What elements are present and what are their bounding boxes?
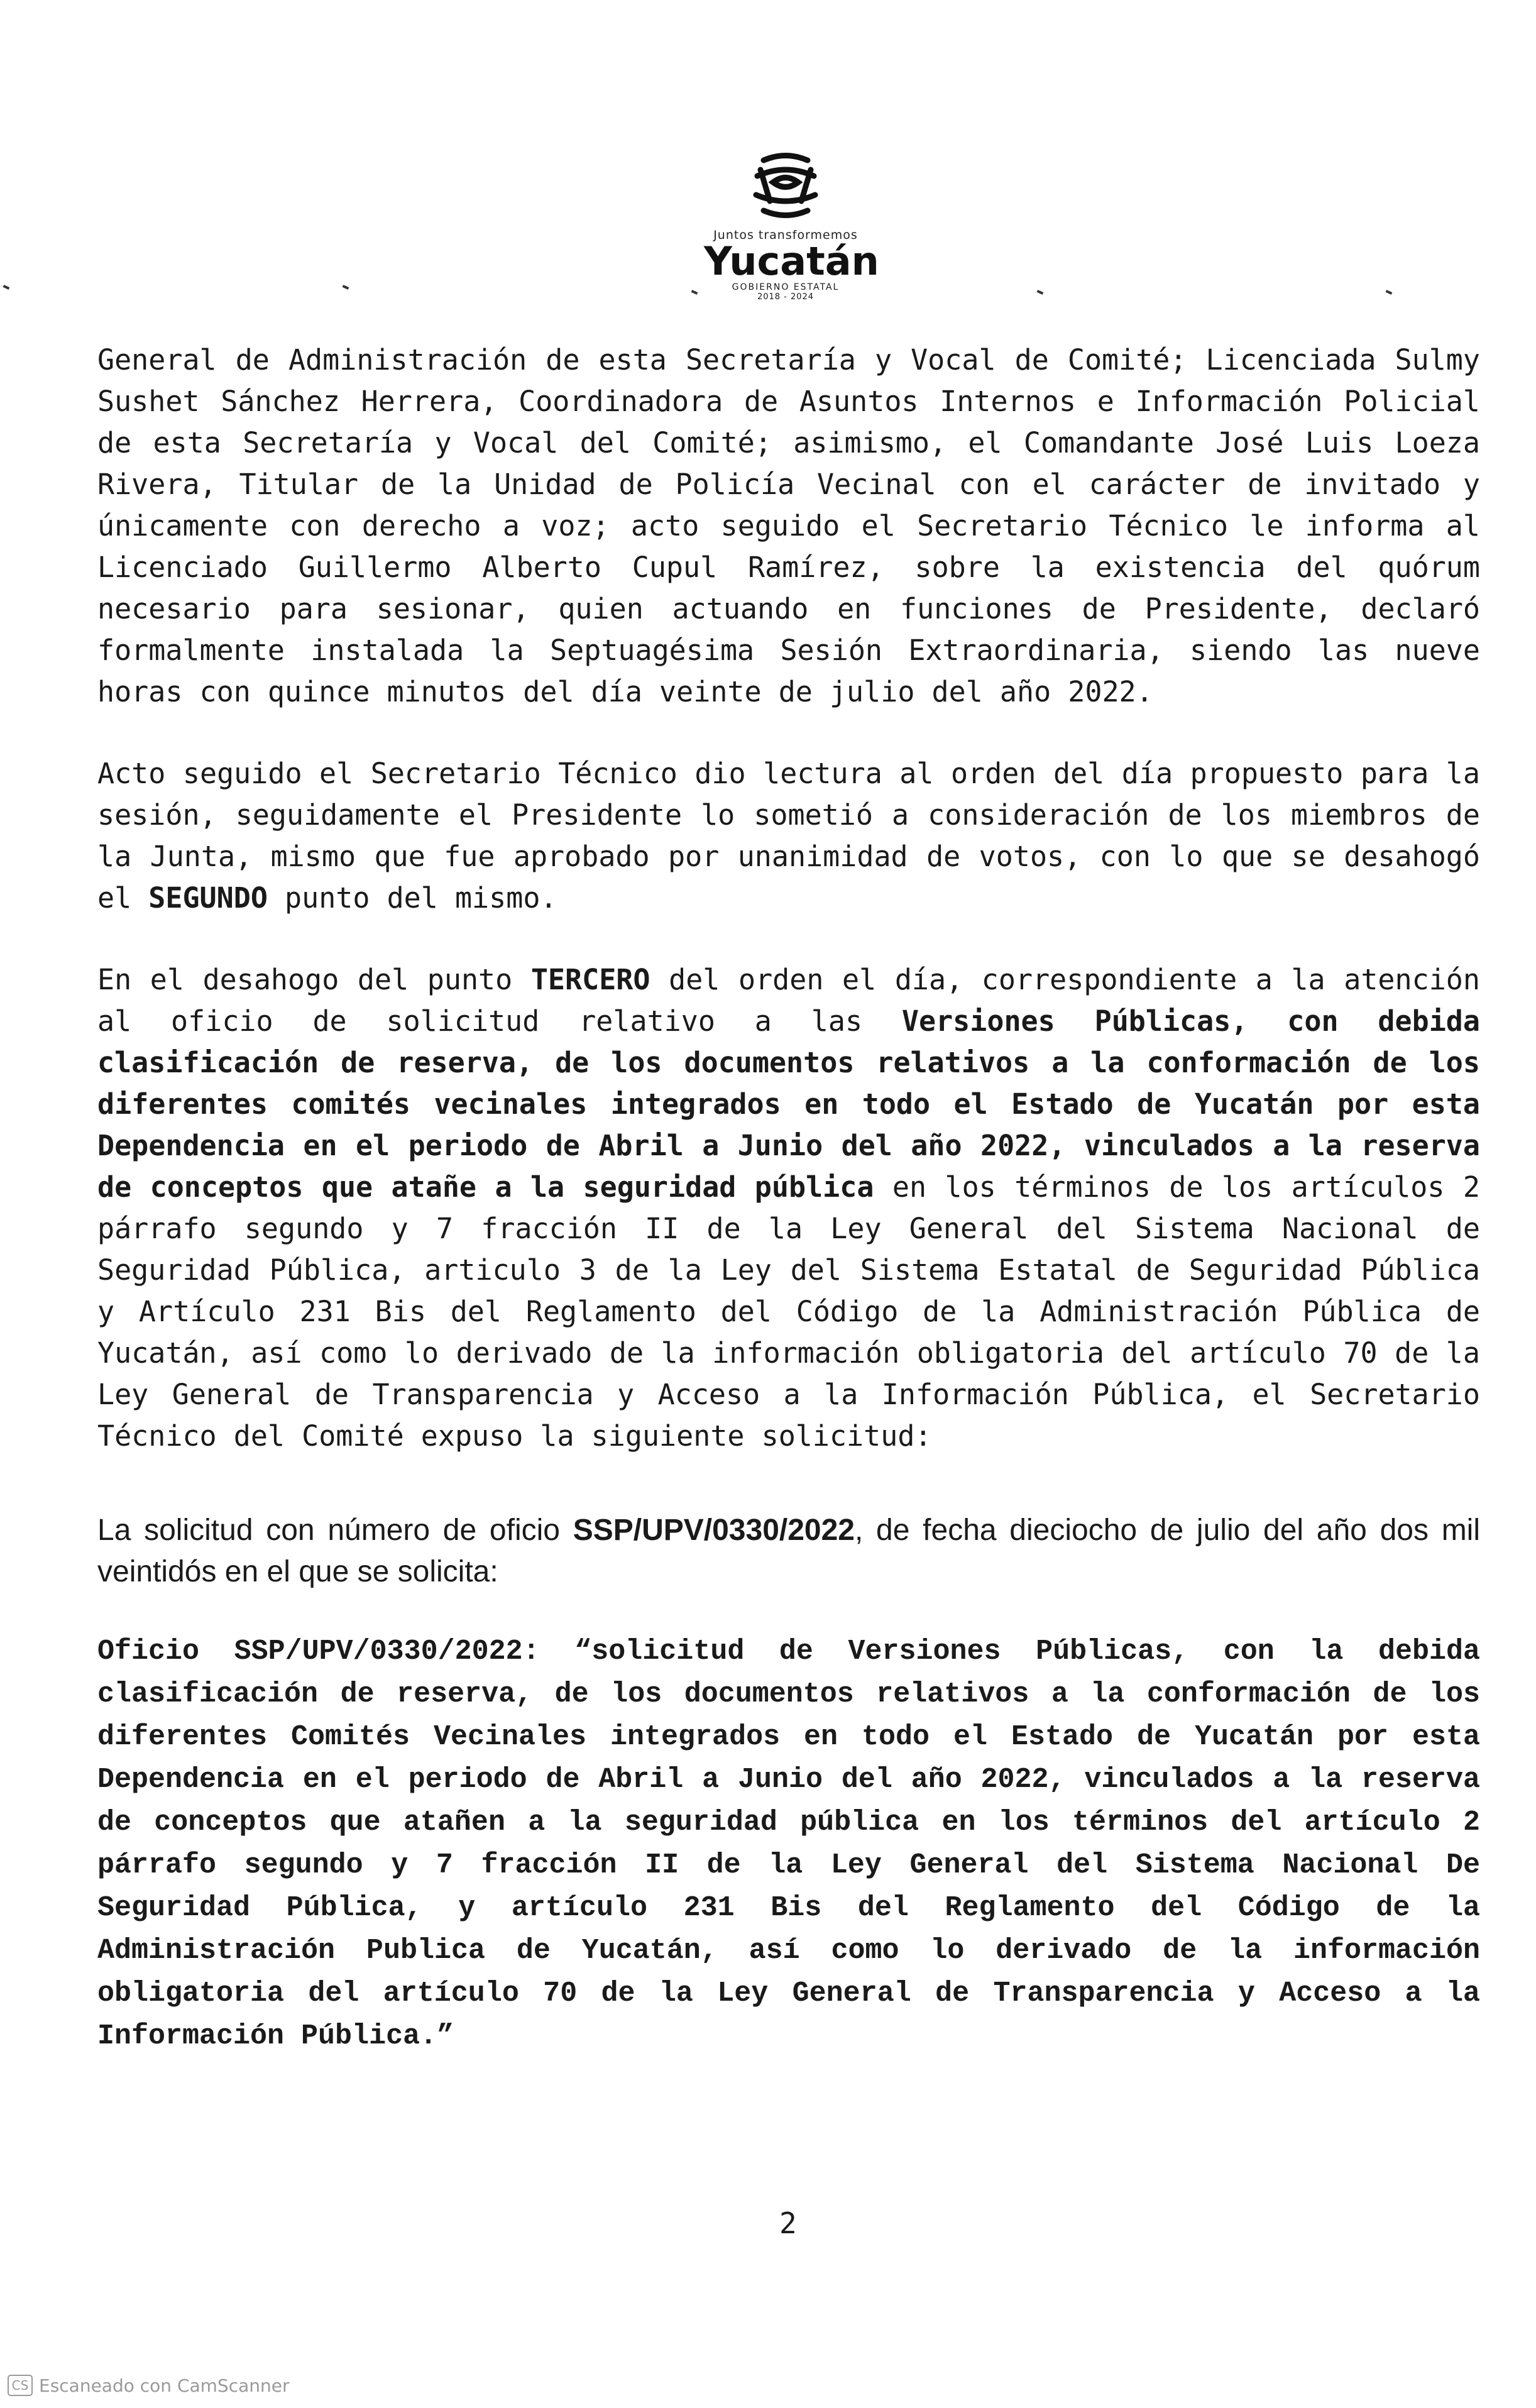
text-span: , de fecha dieciocho de julio del año dos mil veintidós en el que se solicita: xyxy=(97,1514,1481,1588)
camscanner-icon: CS xyxy=(8,2375,33,2396)
logo-tagline: Juntos transformemos xyxy=(713,228,858,242)
document-body xyxy=(97,339,1480,2058)
paragraph-committee-members: General de Administración de esta Secretaría y Vocal de Comité; Licenciada Sulmy Sushet Sánchez Herrera, Coordinadora de Asuntos Internos e Información Policial de esta Secretaría y Vocal del Comité; asimismo, el Comandante José Luis Loeza Rivera, Titular de la Unidad de Policía Vecinal con el carácter de invitado y únicamente con derecho a voz; acto seguido el Secretario Técnico le informa al Licenciado Guillermo Alberto Cupul Ramírez, sobre la existencia del quórum necesario para sesionar, quien actuando en funciones de Presidente, declaró formalmente instalada la Septuagésima Sesión Extraordinaria, siendo las nueve horas con quince minutos del día veinte de julio del año 2022. xyxy=(97,343,1480,708)
text-span: La solicitud con número de oficio xyxy=(97,1514,573,1547)
bold-text: TERCERO xyxy=(530,963,650,996)
text-span: en los términos de los artículos 2 párrafo segundo y 7 fracción II de la Ley General del Sistema Nacional de Seguridad Pública, articulo 3 de la Ley del Sistema Estatal de Seguridad Pública y Artículo 231 Bis del Reglamento del Código de la Administración Pública de Yucatán, así como lo derivado de la información obligatoria del artículo 70 de la Ley General de Transparencia y Acceso a la Información Pública, el Secretario Técnico del Comité expuso la siguiente solicitud: xyxy=(97,1170,1481,1453)
yucatan-emblem-icon xyxy=(745,148,826,223)
text-span: Acto seguido el Secretario Técnico dio lectura al orden del día propuesto para la sesión, seguidamente el Presidente lo sometió a consideración de los miembros de la Junta, mismo que fue aprobado por unanimidad de votos, con lo que se desahogó el xyxy=(97,757,1480,915)
scan-mark xyxy=(1037,290,1044,295)
logo-government: GOBIERNO ESTATAL xyxy=(732,282,840,292)
scan-mark xyxy=(343,285,349,290)
page-number: 2 xyxy=(779,2206,797,2240)
bold-text: Versiones Públicas, con debida clasificación de reserva, de los documentos relativos a la conformación de los diferentes comités vecinales integrados en todo el Estado de Yucatán por esta Dependencia en el periodo de Abril a Junio del año 2022, vinculados a la reserva de conceptos que atañe a la seguridad pública xyxy=(97,1004,1480,1204)
yucatan-government-logo xyxy=(704,148,879,302)
logo-years: 2018 - 2024 xyxy=(757,292,815,302)
scan-mark xyxy=(3,285,10,290)
paragraph-request xyxy=(97,1510,1480,1593)
scan-mark xyxy=(691,290,698,295)
logo-brand: Yucatán xyxy=(704,238,879,284)
text-span: punto del mismo. xyxy=(267,881,557,915)
text-span: En el desahogo del punto xyxy=(97,963,531,996)
paragraph-third-point xyxy=(97,959,1480,1457)
bold-text: SEGUNDO xyxy=(148,881,268,915)
scan-mark xyxy=(1386,290,1393,295)
text-span: del orden el día, correspondiente a la atención al oficio de solicitud relativo a las xyxy=(97,963,1480,1038)
scanner-watermark xyxy=(8,2375,289,2396)
quoted-request: Oficio SSP/UPV/0330/2022: “solicitud de Versiones Públicas, con la debida clasificación de reserva, de los documentos relativos a la conformación de los diferentes Comités Vecinales integrados en todo el Estado de Yucatán por esta Dependencia en el periodo de Abril a Junio del año 2022, vinculados a la reserva de conceptos que atañen a la seguridad pública en los términos del artículo 2 párrafo segundo y 7 fracción II de la Ley General del Sistema Nacional De Seguridad Pública, y artículo 231 Bis del Reglamento del Código de la Administración Publica de Yucatán, así como lo derivado de la información obligatoria del artículo 70 de la Ley General de Transparencia y Acceso a la Información Pública.” xyxy=(97,1636,1480,2052)
bold-text: SSP/UPV/0330/2022 xyxy=(573,1514,855,1547)
watermark-text: Escaneado con CamScanner xyxy=(39,2375,290,2396)
paragraph-agenda-approval xyxy=(97,753,1480,919)
